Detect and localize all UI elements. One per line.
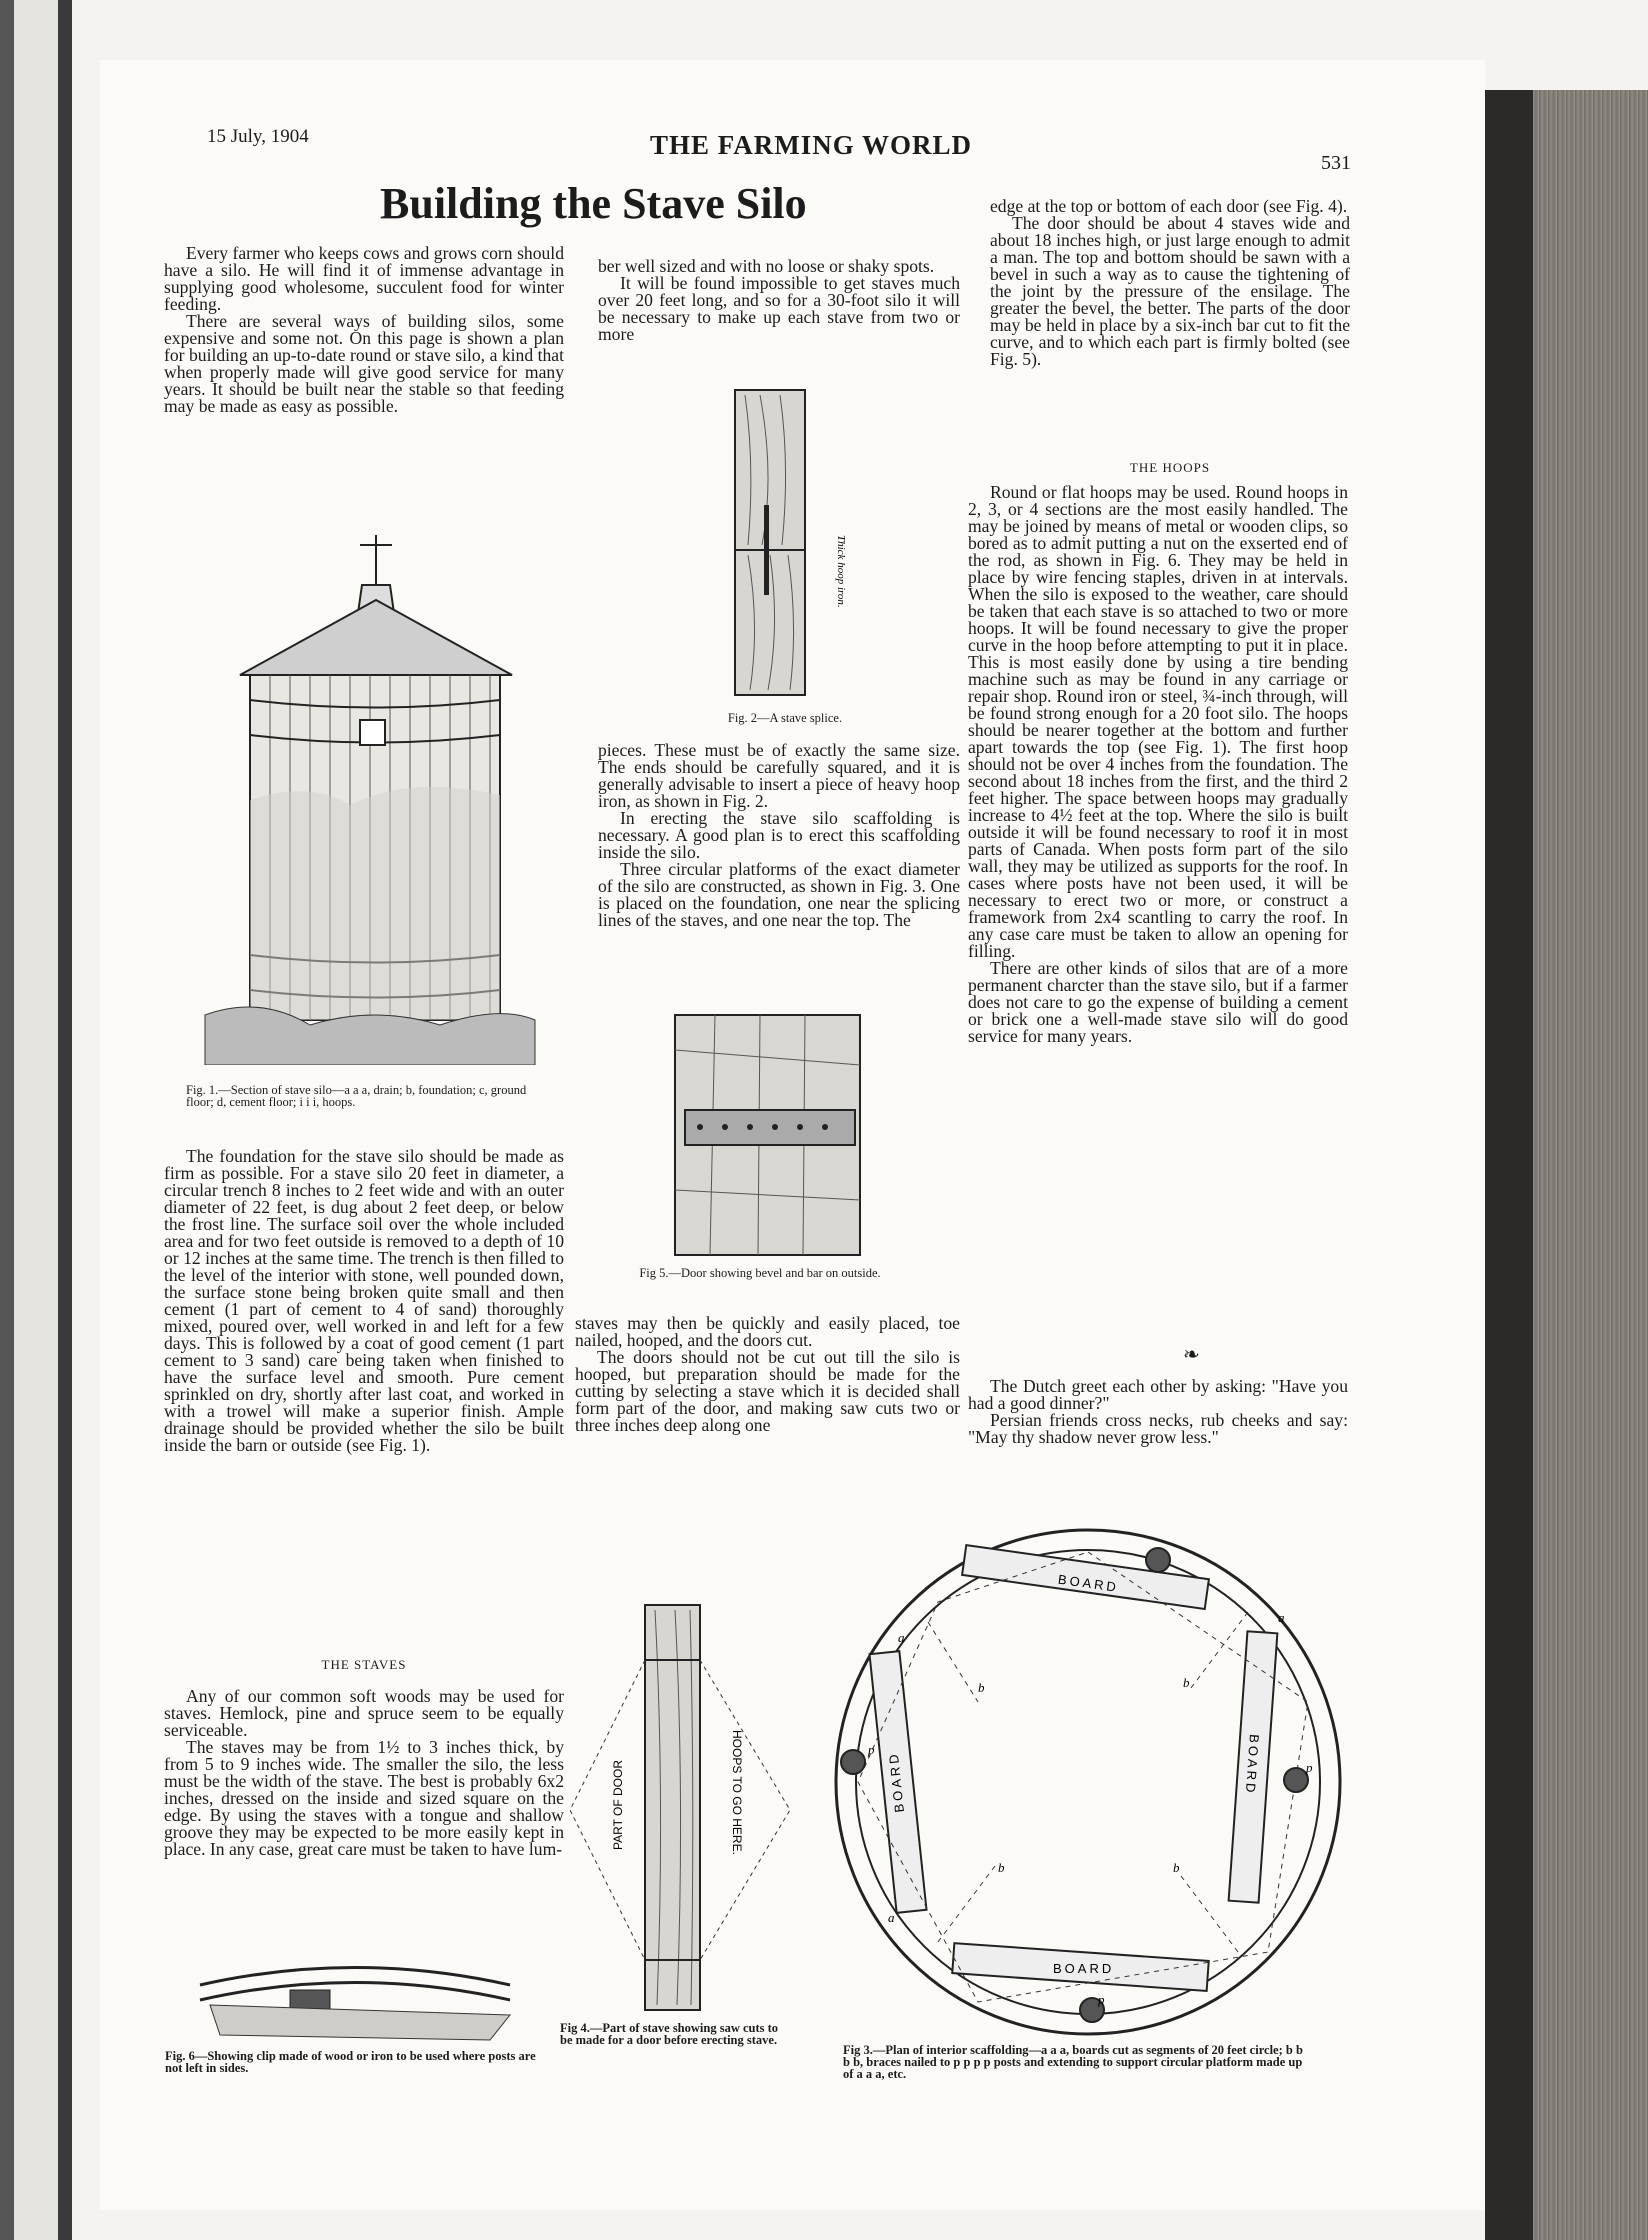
fig2-label: Thick hoop iron.: [835, 535, 847, 608]
col3-hoops: [968, 484, 1348, 1045]
book-page-stack: [1485, 90, 1648, 2240]
fig6-clip-illustration: [190, 1945, 520, 2045]
fig4-hoops-label: HOOPS TO GO HERE.: [730, 1730, 744, 1855]
paragraph: There are other kinds of silos that are of a more permanent charcter than the stave silo, but if a farmer does not care to go the expense of building a cement or brick one a well-made stave silo will do good service for many years.: [968, 958, 1348, 1046]
paragraph: Persian friends cross necks, rub cheeks and say: "May thy shadow never grow less.": [968, 1410, 1348, 1447]
paragraph: There are several ways of building silos, some expensive and some not. On this page is shown a plan for building an up-to-date round or stave silo, a kind that when properly made will give good service for many years. It should be built near the stable so that feeding may be made as easy as possible.: [164, 311, 564, 416]
staves-heading: THE STAVES: [321, 1657, 407, 1672]
paragraph: staves may then be quickly and easily placed, toe nailed, hooped, and the doors cut.: [575, 1313, 960, 1350]
fig5-door-illustration: [670, 1010, 870, 1260]
fig4-stave-illustration: [565, 1600, 795, 2015]
book-spine-shadow: [58, 0, 72, 2240]
fig3-letter-p: p: [1098, 1992, 1105, 2007]
col2-mid: [598, 742, 960, 929]
col1-foundation: [164, 1148, 564, 1454]
page-stack-shadow: [1485, 90, 1533, 2240]
magazine-title: THE FARMING WORLD: [650, 130, 973, 160]
paragraph: It will be found impossible to get staves much over 20 feet long, and so for a 30-foot silo it will be necessary to make up each stave from two or more: [598, 273, 960, 344]
hoops-heading: THE HOOPS: [1129, 460, 1211, 475]
paragraph: The staves may be from 1½ to 3 inches thick, by from 5 to 9 inches wide. The smaller the silo, the less must be the width of the stave. The best is probably 6x2 inches, dressed on the inside and sized square on the edge. By using the staves with a tongue and shallow groove they may be expected to be more easily kept in place. In any case, great care must be taken to have lum-: [164, 1737, 564, 1859]
fig3-letter-p: p: [868, 1742, 875, 1757]
col3-top: [990, 198, 1350, 368]
page-number: 531: [1321, 152, 1351, 174]
fig3-letter-a: a: [1278, 1610, 1285, 1625]
col1-intro: [164, 245, 564, 415]
col2-bottom: [575, 1315, 960, 1434]
fig5-caption: Fig 5.—Door showing bevel and bar on outside.: [639, 1266, 881, 1280]
issue-date: 15 July, 1904: [207, 126, 309, 147]
paragraph: Every farmer who keeps cows and grows corn should have a silo. He will find it of immense advantage in supplying good wholesome, succulent food for winter feeding.: [164, 243, 564, 314]
fig3-board-label-right: BOARD: [1242, 1733, 1262, 1796]
col3-misc: [968, 1378, 1348, 1446]
fig3-letter-a: a: [898, 1630, 905, 1645]
left-fold-shadow: [0, 0, 14, 2240]
fig4-door-label: PART OF DOOR: [611, 1759, 625, 1850]
paragraph: ber well sized and with no loose or shaky spots.: [598, 256, 935, 276]
fig3-board-label-top: BOARD: [1057, 1571, 1120, 1595]
fig3-letter-a: a: [888, 1910, 895, 1925]
fig4-caption: Fig 4.—Part of stave showing saw cuts to be made for a door before erecting stave.: [560, 2021, 779, 2047]
col2-top: [598, 258, 960, 343]
fig3-letter-b: b: [978, 1680, 985, 1695]
paragraph: The Dutch greet each other by asking: "Have you had a good dinner?": [968, 1376, 1348, 1413]
paragraph: The door should be about 4 staves wide and about 18 inches high, or just large enough to admit a man. The top and bottom should be sawn with a bevel in such a way as to cause the tightening of the joint by the pressure of the ensilage. The greater the bevel, the better. The parts of the door may be held in place by a six-inch bar cut to fit the curve, and to which each part is firmly bolted (see Fig. 5).: [990, 213, 1350, 369]
fig6-caption: Fig. 6—Showing clip made of wood or iron to be used where posts are not left in sides.: [165, 2049, 536, 2075]
paragraph: In erecting the stave silo scaffolding is necessary. A good plan is to erect this scaffolding inside the silo.: [598, 808, 960, 862]
paragraph: The doors should not be cut out till the silo is hooped, but preparation should be made for the cutting by selecting a stave which it is decided shall form part of the door, and making saw cuts two or three inches deep along one: [575, 1347, 960, 1435]
article-title: Building the Stave Silo: [380, 179, 807, 228]
fig3-board-label-left: BOARD: [885, 1750, 907, 1814]
section-ornament: ❧: [1183, 1344, 1200, 1366]
book-left-edge: [0, 0, 72, 2240]
fig1-silo-illustration: [200, 525, 540, 1065]
fig3-letter-b: b: [1173, 1860, 1180, 1875]
fig3-board-label-bottom: BOARD: [1053, 1961, 1115, 1976]
fig3-scaffolding-plan: [828, 1522, 1348, 2042]
paragraph: The foundation for the stave silo should be made as firm as possible. For a stave silo 20 feet in diameter, a circular trench 8 inches to 2 feet wide and with an outer diameter of 22 feet, is dug about 2 feet deep, or below the frost line. The surface soil over the whole included area and for two feet outside is removed to a depth of 10 or 12 inches at the same time. The trench is then filled to the level of the interior with stone, well pounded down, the surface stone being broken quite small and then cement (1 part of cement to 4 of sand) thoroughly mixed, poured over, well worked in and left for a few days. This is followed by a coat of good cement (1 part cement to 3 sand) care being taken when finished to have the surface level and smooth. Pure cement sprinkled on dry, shortly after last coat, and worked in with a trowel will make a superior finish. Ample drainage should be provided whether the silo be built inside the barn or outside (see Fig. 1).: [164, 1146, 564, 1455]
fig2-caption: Fig. 2—A stave splice.: [727, 711, 843, 725]
paragraph: Three circular platforms of the exact diameter of the silo are constructed, as shown in Fig. 3. One is placed on the foundation, one near the splicing lines of the staves, and one near the top. The: [598, 859, 960, 930]
paragraph: Any of our common soft woods may be used for staves. Hemlock, pine and spruce seem to be equally serviceable.: [164, 1686, 564, 1740]
paragraph: pieces. These must be of exactly the same size. The ends should be carefully squared, and it is generally advisable to insert a piece of heavy hoop iron, as shown in Fig. 2.: [598, 740, 960, 811]
fig3-letter-b: b: [1183, 1675, 1190, 1690]
fig3-caption: Fig 3.—Plan of interior scaffolding—a a a, boards cut as segments of 20 feet circle; b b b b, braces nailed to p p p p posts and extending to support circular platform made up of a a a, etc.: [843, 2043, 1303, 2081]
paragraph: edge at the top or bottom of each door (see Fig. 4).: [990, 196, 1348, 216]
fig3-letter-p: p: [1306, 1760, 1313, 1775]
col1-staves: [164, 1688, 564, 1858]
fig2-stave-splice-illustration: [720, 385, 860, 705]
fig3-letter-b: b: [998, 1860, 1005, 1875]
paragraph: Round or flat hoops may be used. Round hoops in 2, 3, or 4 sections are the most easily handled. The may be joined by means of metal or wooden clips, so bored as to admit putting a nut on the exserted end of the rod, as shown in Fig. 6. They may be held in place by wire fencing staples, driven in at intervals. When the silo is exposed to the weather, care should be taken that each stave is so attached to two or more hoops. It will be found necessary to give the proper curve in the hoop before attempting to put it in place. This is most easily done by using a tire bending machine such as may be found in any carriage or repair shop. Round iron or steel, ¾-inch through, will be found strong enough for a 20 foot silo. The hoops should be nearer together at the bottom and further apart towards the top (see Fig. 1). The first hoop should not be over 4 inches from the foundation. The second about 18 inches from the first, and the third 2 feet higher. The space between hoops may gradually increase to 4½ feet at the top. Where the silo is built outside it will be found necessary to roof it in most parts of Canada. When posts form part of the silo wall, they may be utilized as supports for the roof. In cases where posts have not been used, it will be necessary to erect two or more, or construct a framework from 2x4 scantling to carry the roof. In any case care must be taken to allow an opening for filling.: [968, 482, 1348, 961]
fig1-caption: Fig. 1.—Section of stave silo—a a a, drain; b, foundation; c, ground floor; d, cement floor; i i i, hoops.: [186, 1083, 527, 1109]
